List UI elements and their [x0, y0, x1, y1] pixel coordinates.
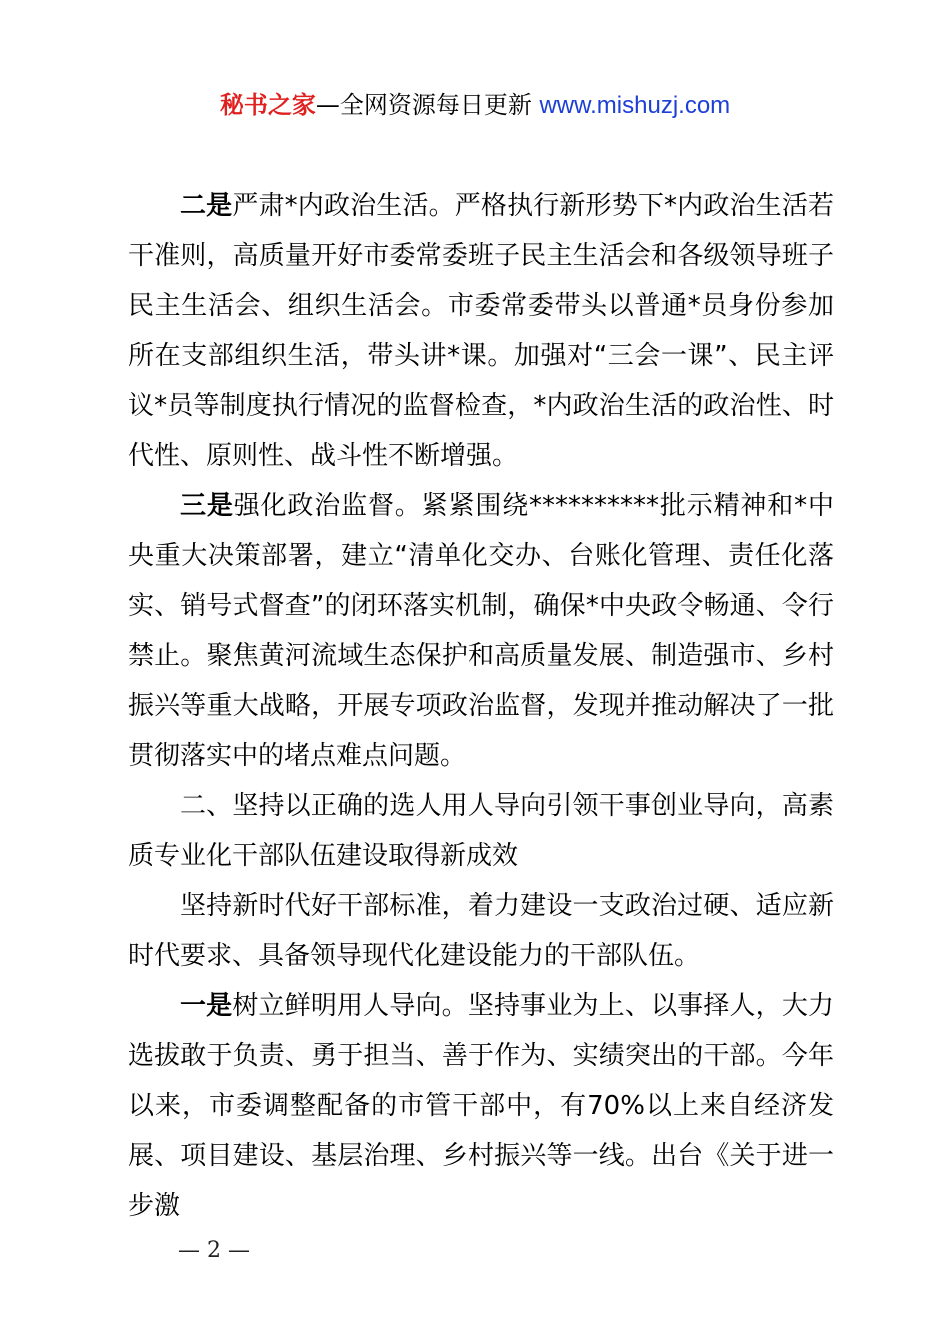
section-heading: 二、坚持以正确的选人用人导向引领干事创业导向，高素质专业化干部队伍建设取得新成效 — [128, 791, 834, 871]
document-body — [128, 181, 834, 1231]
section-intro: 坚持新时代好干部标准，着力建设一支政治过硬、适应新时代要求、具备领导现代化建设能力的干部队伍。 — [128, 891, 834, 971]
header-tagline: —全网资源每日更新 — [315, 91, 540, 119]
paragraph-lead: 三是 — [180, 491, 234, 521]
website-link[interactable]: www.mishuzj.com — [539, 92, 731, 119]
paragraph-text: 树立鲜明用人导向。坚持事业为上、以事择人，大力选拔敢于负责、勇于担当、善于作为、实绩突出的干部。今年以来，市委调整配备的市管干部中，有70%以上来自经济发展、项目建设、基层治理、乡村振兴等一线。出台《关于进一步激 — [128, 991, 834, 1221]
brand-name: 秘书之家 — [219, 91, 316, 119]
paragraph-3 — [128, 481, 834, 781]
paragraph-lead: 二是 — [180, 191, 233, 221]
page-header — [0, 88, 950, 123]
paragraph-text: 严肃*内政治生活。严格执行新形势下*内政治生活若干准则，高质量开好市委常委班子民主生活会和各级领导班子民主生活会、组织生活会。市委常委带头以普通*员身份参加所在支部组织生活，带头讲*课。加强对“三会一课”、民主评议*员等制度执行情况的监督检查，*内政治生活的政治性、时代性、原则性、战斗性不断增强。 — [128, 191, 834, 471]
page-number: — 2 — — [178, 1238, 250, 1263]
paragraph-text: 强化政治监督。紧紧围绕**********批示精神和*中央重大决策部署，建立“清单化交办、台账化管理、责任化落实、销号式督查”的闭环落实机制，确保*中央政令畅通、令行禁止。聚焦黄河流域生态保护和高质量发展、制造强市、乡村振兴等重大战略，开展专项政治监督，发现并推动解决了一批贯彻落实中的堵点难点问题。 — [128, 491, 834, 771]
paragraph-lead: 一是 — [180, 991, 233, 1021]
paragraph-2 — [128, 181, 834, 481]
paragraph-1 — [128, 981, 834, 1231]
